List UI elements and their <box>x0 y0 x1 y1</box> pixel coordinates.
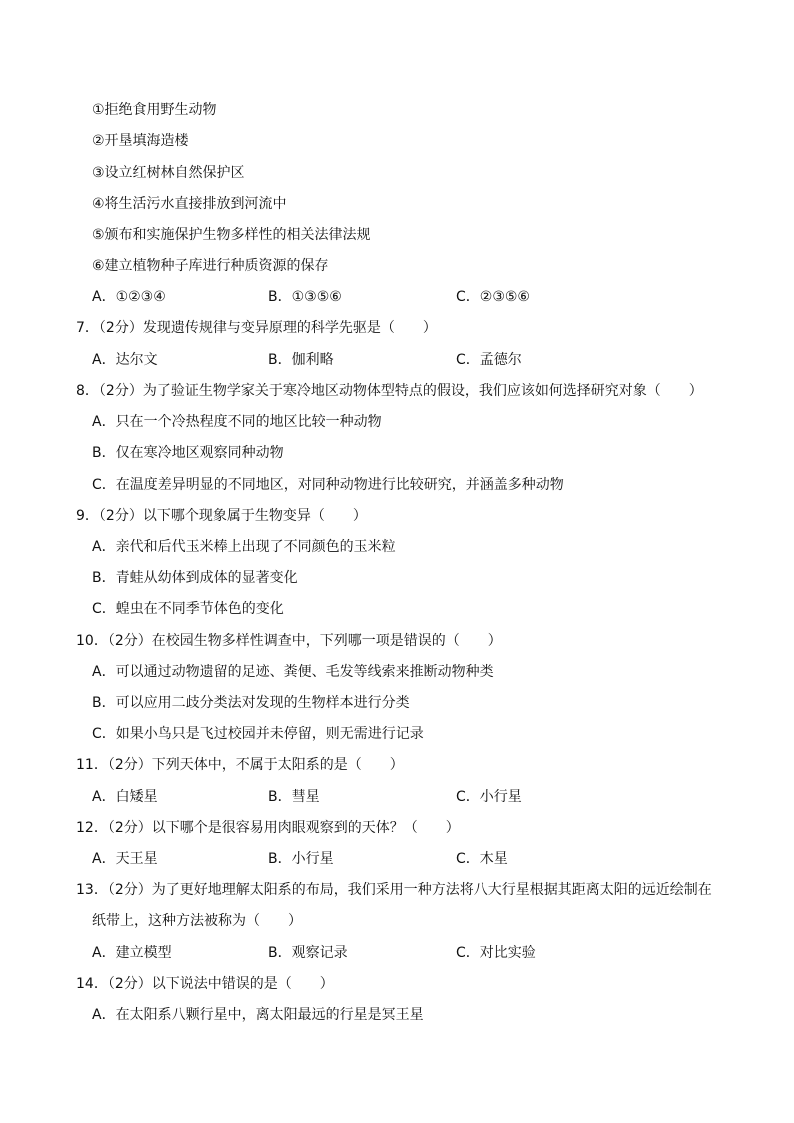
q12-option-c: C．木星 <box>456 851 508 867</box>
q7-option-b: B．伽利略 <box>268 352 334 368</box>
q13-option-a: A．建立模型 <box>92 945 172 961</box>
q10-option-c: C．如果小鸟只是飞过校园并未停留，则无需进行记录 <box>92 726 424 742</box>
q6-item-5: ⑤颁布和实施保护生物多样性的相关法律法规 <box>92 227 371 243</box>
q13-stem-line1: 13．（2分）为了更好地理解太阳系的布局，我们采用一种方法将八大行星根据其距离太阳的远近绘制在 <box>76 882 712 898</box>
q13-option-c: C．对比实验 <box>456 945 536 961</box>
q8-option-b: B．仅在寒冷地区观察同种动物 <box>92 445 284 461</box>
q9-option-c: C．蝗虫在不同季节体色的变化 <box>92 601 284 617</box>
q9-stem: 9．（2分）以下哪个现象属于生物变异（ ） <box>76 508 367 524</box>
q14-option-a: A．在太阳系八颗行星中，离太阳最远的行星是冥王星 <box>92 1007 424 1023</box>
q11-option-b: B．彗星 <box>268 789 320 805</box>
q12-option-b: B．小行星 <box>268 851 334 867</box>
q7-option-c: C．孟德尔 <box>456 352 522 368</box>
q11-stem: 11．（2分）下列天体中，不属于太阳系的是（ ） <box>76 757 404 773</box>
q12-stem: 12．（2分）以下哪个是很容易用肉眼观察到的天体？（ ） <box>76 820 460 836</box>
q12-option-a: A．天王星 <box>92 851 158 867</box>
q8-option-a: A．只在一个冷热程度不同的地区比较一种动物 <box>92 414 382 430</box>
q13-stem-line2: 纸带上，这种方法被称为（ ） <box>92 913 302 929</box>
q6-option-c: C．②③⑤⑥ <box>456 289 530 305</box>
q8-stem: 8．（2分）为了验证生物学家关于寒冷地区动物体型特点的假设，我们应该如何选择研究对象（ ） <box>76 383 703 399</box>
q6-item-1: ①拒绝食用野生动物 <box>92 102 217 118</box>
q10-stem: 10．（2分）在校园生物多样性调查中，下列哪一项是错误的（ ） <box>76 633 502 649</box>
q8-option-c: C．在温度差异明显的不同地区，对同种动物进行比较研究，并涵盖多种动物 <box>92 477 564 493</box>
q6-item-4: ④将生活污水直接排放到河流中 <box>92 196 287 212</box>
q11-option-c: C．小行星 <box>456 789 522 805</box>
q6-item-3: ③设立红树林自然保护区 <box>92 165 245 181</box>
q14-stem: 14．（2分）以下说法中错误的是（ ） <box>76 976 334 992</box>
q7-stem: 7．（2分）发现遗传规律与变异原理的科学先驱是（ ） <box>76 320 437 336</box>
q6-item-2: ②开垦填海造楼 <box>92 133 189 149</box>
q6-item-6: ⑥建立植物种子库进行种质资源的保存 <box>92 258 329 274</box>
q9-option-a: A．亲代和后代玉米棒上出现了不同颜色的玉米粒 <box>92 539 396 555</box>
q10-option-a: A．可以通过动物遗留的足迹、粪便、毛发等线索来推断动物种类 <box>92 664 494 680</box>
q6-option-b: B．①③⑤⑥ <box>268 289 342 305</box>
q9-option-b: B．青蛙从幼体到成体的显著变化 <box>92 570 298 586</box>
q7-option-a: A．达尔文 <box>92 352 158 368</box>
q11-option-a: A．白矮星 <box>92 789 158 805</box>
q6-option-a: A．①②③④ <box>92 289 166 305</box>
q13-option-b: B．观察记录 <box>268 945 348 961</box>
q10-option-b: B．可以应用二歧分类法对发现的生物样本进行分类 <box>92 695 410 711</box>
